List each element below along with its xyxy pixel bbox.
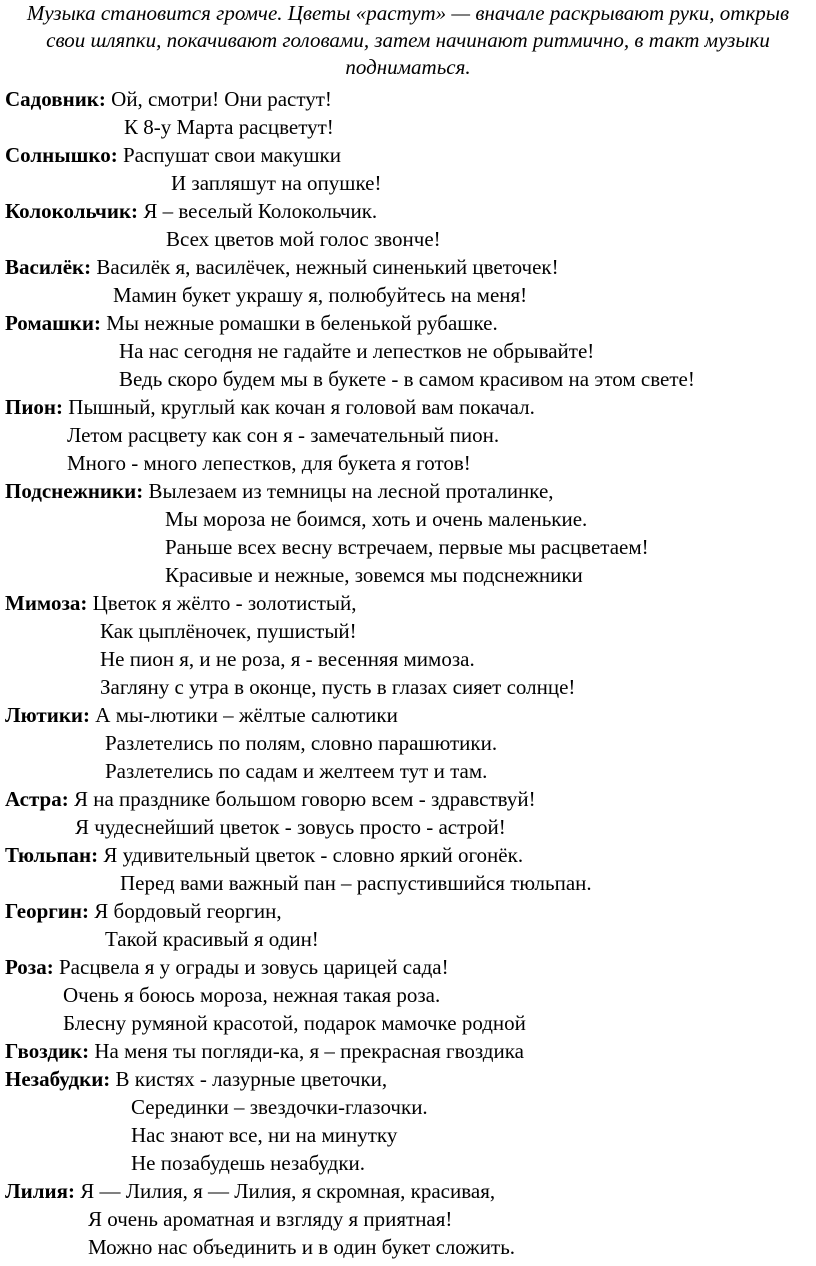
line-text: Я удивительный цветок - словно яркий огонёк. xyxy=(98,843,524,867)
line-text: Я чудеснейший цветок - зовусь просто - астрой! xyxy=(75,815,506,839)
speaker-line xyxy=(5,394,535,421)
line-text: Мы нежные ромашки в беленькой рубашке. xyxy=(101,311,498,335)
continuation-line xyxy=(88,1234,515,1261)
continuation-line xyxy=(131,1150,365,1177)
line-text: Я — Лилия, я — Лилия, я скромная, красивая, xyxy=(74,1179,496,1203)
speaker-line xyxy=(5,198,377,225)
continuation-line xyxy=(119,366,695,393)
line-text: Разлетелись по полям, словно парашютики. xyxy=(105,731,498,755)
speaker-name: Солнышко: xyxy=(5,143,118,167)
speaker-line xyxy=(5,1038,524,1065)
line-text: На меня ты погляди-ка, я – прекрасная гвоздика xyxy=(89,1039,524,1063)
continuation-line xyxy=(165,506,587,533)
line-text: Мамин букет украшу я, полюбуйтесь на меня! xyxy=(113,283,528,307)
line-text: Василёк я, василёчек, нежный синенький цветочек! xyxy=(91,255,559,279)
line-text: Разлетелись по садам и желтеем тут и там. xyxy=(105,759,488,783)
line-text: Я – веселый Колокольчик. xyxy=(138,199,378,223)
line-text: Раньше всех весну встречаем, первые мы расцветаем! xyxy=(165,535,649,559)
line-text: Я на празднике большом говорю всем - здравствуй! xyxy=(68,787,536,811)
continuation-line xyxy=(67,422,499,449)
line-text: Много - много лепестков, для букета я готов! xyxy=(67,451,471,475)
line-text: На нас сегодня не гадайте и лепестков не обрывайте! xyxy=(119,339,595,363)
line-text: Такой красивый я один! xyxy=(105,927,319,951)
line-text: Загляну с утра в оконце, пусть в глазах сияет солнце! xyxy=(100,675,576,699)
speaker-name: Лютики: xyxy=(5,703,91,727)
line-text: К 8-у Марта расцветут! xyxy=(124,115,334,139)
line-text: В кистях - лазурные цветочки, xyxy=(110,1067,388,1091)
line-text: Ой, смотри! Они растут! xyxy=(105,87,332,111)
speaker-name: Садовник: xyxy=(5,87,106,111)
line-text: Как цыплёночек, пушистый! xyxy=(100,619,357,643)
line-text: Серединки – звездочки-глазочки. xyxy=(131,1095,428,1119)
line-text: Очень я боюсь мороза, нежная такая роза. xyxy=(63,983,441,1007)
continuation-line xyxy=(119,338,594,365)
speaker-name: Колокольчик: xyxy=(5,199,139,223)
continuation-line xyxy=(63,1010,526,1037)
speaker-line xyxy=(5,142,341,169)
continuation-line xyxy=(120,870,592,897)
line-text: Расцвела я у ограды и зовусь царицей сада! xyxy=(53,955,449,979)
continuation-line xyxy=(63,982,440,1009)
continuation-line xyxy=(131,1122,397,1149)
continuation-line xyxy=(131,1094,428,1121)
speaker-line xyxy=(5,702,398,729)
line-text: Вылезаем из темницы на лесной проталинке, xyxy=(143,479,554,503)
speaker-line xyxy=(5,1066,387,1093)
line-text: Всех цветов мой голос звонче! xyxy=(166,227,441,251)
continuation-line xyxy=(100,618,357,645)
speaker-name: Василёк: xyxy=(5,255,92,279)
continuation-line xyxy=(165,534,649,561)
line-text: Не пион я, и не роза, я - весенняя мимоза. xyxy=(100,647,475,671)
line-text: Цветок я жёлто - золотистый, xyxy=(87,591,357,615)
speaker-line xyxy=(5,842,523,869)
line-text: Пышный, круглый как кочан я головой вам покачал. xyxy=(63,395,535,419)
speaker-name: Георгин: xyxy=(5,899,89,923)
speaker-line xyxy=(5,590,357,617)
continuation-line xyxy=(105,926,319,953)
line-text: И запляшут на опушке! xyxy=(171,171,382,195)
speaker-line xyxy=(5,1178,495,1205)
line-text: Блесну румяной красотой, подарок мамочке родной xyxy=(63,1011,526,1035)
line-text: Ведь скоро будем мы в букете - в самом красивом на этом свете! xyxy=(119,367,695,391)
speaker-name: Тюльпан: xyxy=(5,843,99,867)
continuation-line xyxy=(88,1206,452,1233)
speaker-name: Лилия: xyxy=(5,1179,75,1203)
speaker-line xyxy=(5,478,554,505)
speaker-name: Подснежники: xyxy=(5,479,144,503)
speaker-name: Пион: xyxy=(5,395,64,419)
continuation-line xyxy=(100,674,575,701)
line-text: Мы мороза не боимся, хоть и очень маленькие. xyxy=(165,507,588,531)
continuation-line xyxy=(67,450,471,477)
speaker-line xyxy=(5,898,282,925)
continuation-line xyxy=(165,562,583,589)
speaker-name: Гвоздик: xyxy=(5,1039,90,1063)
speaker-name: Незабудки: xyxy=(5,1067,111,1091)
continuation-line xyxy=(124,114,334,141)
continuation-line xyxy=(105,758,487,785)
line-text: Перед вами важный пан – распустившийся тюльпан. xyxy=(120,871,592,895)
speaker-line xyxy=(5,254,559,281)
line-text: Летом расцвету как сон я - замечательный пион. xyxy=(67,423,500,447)
line-text: Я очень ароматная и взгляду я приятная! xyxy=(88,1207,453,1231)
speaker-name: Астра: xyxy=(5,787,69,811)
line-text: Не позабудешь незабудки. xyxy=(131,1151,366,1175)
line-text: Красивые и нежные, зовемся мы подснежники xyxy=(165,563,583,587)
line-text: Я бордовый георгин, xyxy=(89,899,282,923)
continuation-line xyxy=(171,170,381,197)
continuation-line xyxy=(100,646,475,673)
line-text: Нас знают все, ни на минутку xyxy=(131,1123,398,1147)
line-text: Можно нас объединить и в один букет сложить. xyxy=(88,1235,516,1259)
speaker-name: Роза: xyxy=(5,955,54,979)
speaker-name: Ромашки: xyxy=(5,311,101,335)
continuation-line xyxy=(75,814,506,841)
speaker-line xyxy=(5,786,536,813)
continuation-line xyxy=(166,226,441,253)
stage-direction: Музыка становится громче. Цветы «растут» — вначале раскрывают руки, открыв свои шляпки, покачивают головами, затем начинают ритмично, в такт музыки подниматься. xyxy=(26,1,790,79)
continuation-line xyxy=(113,282,527,309)
speaker-line xyxy=(5,86,332,113)
line-text: Распушат свои макушки xyxy=(117,143,341,167)
continuation-line xyxy=(105,730,497,757)
speaker-line xyxy=(5,310,498,337)
line-text: А мы-лютики – жёлтые салютики xyxy=(90,703,398,727)
speaker-name: Мимоза: xyxy=(5,591,88,615)
speaker-line xyxy=(5,954,449,981)
